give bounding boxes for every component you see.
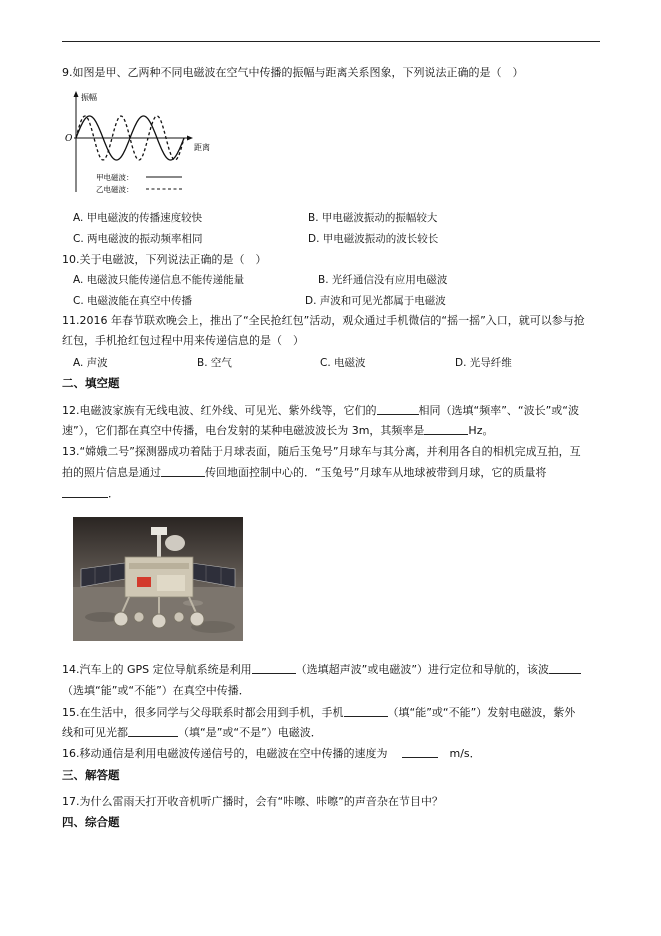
q12-blank-2[interactable] (424, 424, 468, 435)
y-axis-arrow (74, 91, 79, 97)
q13-blank-2[interactable] (62, 487, 108, 498)
q12-text-4: Hz。 (468, 424, 494, 437)
q10-option-d[interactable]: D. 声波和可见光都属于电磁波 (305, 295, 446, 307)
q15-text-2: （填“能”或“不能”）发射电磁波，紫外 (387, 706, 576, 719)
q11-option-c[interactable]: C. 电磁波 (320, 357, 366, 369)
q9-option-d[interactable]: D. 甲电磁波振动的波长较长 (308, 233, 439, 245)
q11-line-2: 红包，手机抢红包过程中用来传递信息的是（ ） (62, 334, 304, 347)
yutu-rover-photo (73, 517, 243, 641)
q9-option-a[interactable]: A. 甲电磁波的传播速度较快 (73, 212, 203, 224)
q9-option-b[interactable]: B. 甲电磁波振动的振幅较大 (308, 212, 438, 224)
q10-option-a[interactable]: A. 电磁波只能传递信息不能传递能量 (73, 274, 245, 286)
q13-line-2 (62, 466, 546, 480)
legend-b-label: 乙电磁波： (96, 185, 134, 194)
q13-text-2: 传回地面控制中心的．“玉兔号”月球车从地球被带到月球，它的质量将 (205, 466, 547, 479)
q15-line-1 (62, 706, 575, 720)
q10-option-c[interactable]: C. 电磁波能在真空中传播 (73, 295, 193, 307)
x-axis-label: 距离 (194, 143, 210, 152)
q14-line-1 (62, 663, 581, 677)
q11-option-b[interactable]: B. 空气 (197, 357, 232, 369)
q12-text-1: 12.电磁波家族有无线电波、红外线、可见光、紫外线等，它们的 (62, 404, 377, 417)
header-rule (62, 41, 600, 42)
q14-text-2: （选填超声波”或电磁波”）进行定位和导航的，该波 (295, 663, 550, 676)
q12-line-2 (62, 424, 493, 438)
q15-blank-2[interactable] (128, 726, 178, 737)
q15-text-1: 15.在生活中，很多同学与父母联系时都会用到手机，手机 (62, 706, 344, 719)
section-3-heading: 三、解答题 (62, 768, 120, 782)
q9-option-c[interactable]: C. 两电磁波的振动频率相同 (73, 233, 203, 245)
q13-line-3 (62, 487, 119, 501)
q10-option-b[interactable]: B. 光纤通信没有应用电磁波 (318, 274, 448, 286)
q15-line-2 (62, 726, 322, 740)
q12-text-2: 相同（选填“频率”、“波长”或“波 (418, 404, 579, 417)
q15-text-4: （填“是”或“不是”）电磁波． (178, 726, 322, 739)
q17-text: 17.为什么雷雨天打开收音机听广播时，会有“咔嚓、咔嚓”的声音杂在节目中？ (62, 795, 443, 808)
q11-option-a[interactable]: A. 声波 (73, 357, 108, 369)
q12-blank-1[interactable] (377, 404, 419, 415)
legend-a-label: 甲电磁波： (96, 173, 134, 182)
q15-text-3: 线和可见光都 (62, 726, 128, 739)
q9-wave-graph (62, 88, 214, 200)
x-axis-arrow (187, 136, 193, 141)
q14-line-2: （选填“能”或“不能”）在真空中传播． (62, 684, 250, 697)
q16-text-2: m/s． (449, 747, 481, 760)
q11-option-d[interactable]: D. 光导纤维 (455, 357, 512, 369)
q16-line (62, 747, 481, 761)
q12-line-1 (62, 404, 579, 418)
section-4-heading: 四、综合题 (62, 815, 120, 829)
q14-blank-1[interactable] (252, 663, 296, 674)
q16-blank[interactable] (402, 747, 438, 758)
q13-blank-1[interactable] (161, 466, 205, 477)
q14-blank-2[interactable] (549, 663, 581, 674)
q15-blank-1[interactable] (344, 706, 388, 717)
q13-line-1: 13.“嫦娥二号”探测器成功着陆于月球表面，随后玉兔号”月球车与其分离，并利用各自的相机完成互拍，互 (62, 445, 581, 458)
q14-text-1: 14.汽车上的 GPS 定位导航系统是利用 (62, 663, 252, 676)
section-2-heading: 二、填空题 (62, 376, 120, 390)
y-axis-label: 振幅 (81, 93, 97, 102)
q10-stem: 10.关于电磁波，下列说法正确的是（ ） (62, 253, 267, 266)
q16-text-1: 16.移动通信是利用电磁波传递信号的，电磁波在空中传播的速度为 (62, 747, 388, 760)
origin-label: O (65, 134, 73, 144)
q9-stem: 9.如图是甲、乙两种不同电磁波在空气中传播的振幅与距离关系图象，下列说法正确的是（ ） (62, 66, 524, 79)
q11-line-1: 11.2016 年春节联欢晚会上，推出了“全民抢红包”活动，观众通过手机微信的“摇一摇”入口，就可以参与抢 (62, 314, 585, 327)
q13-text-3: ． (108, 487, 119, 500)
q12-text-3: 速”），它们都在真空中传播，电台发射的某种电磁波波长为 3m，其频率是 (62, 424, 425, 437)
q13-text-1: 拍的照片信息是通过 (62, 466, 161, 479)
